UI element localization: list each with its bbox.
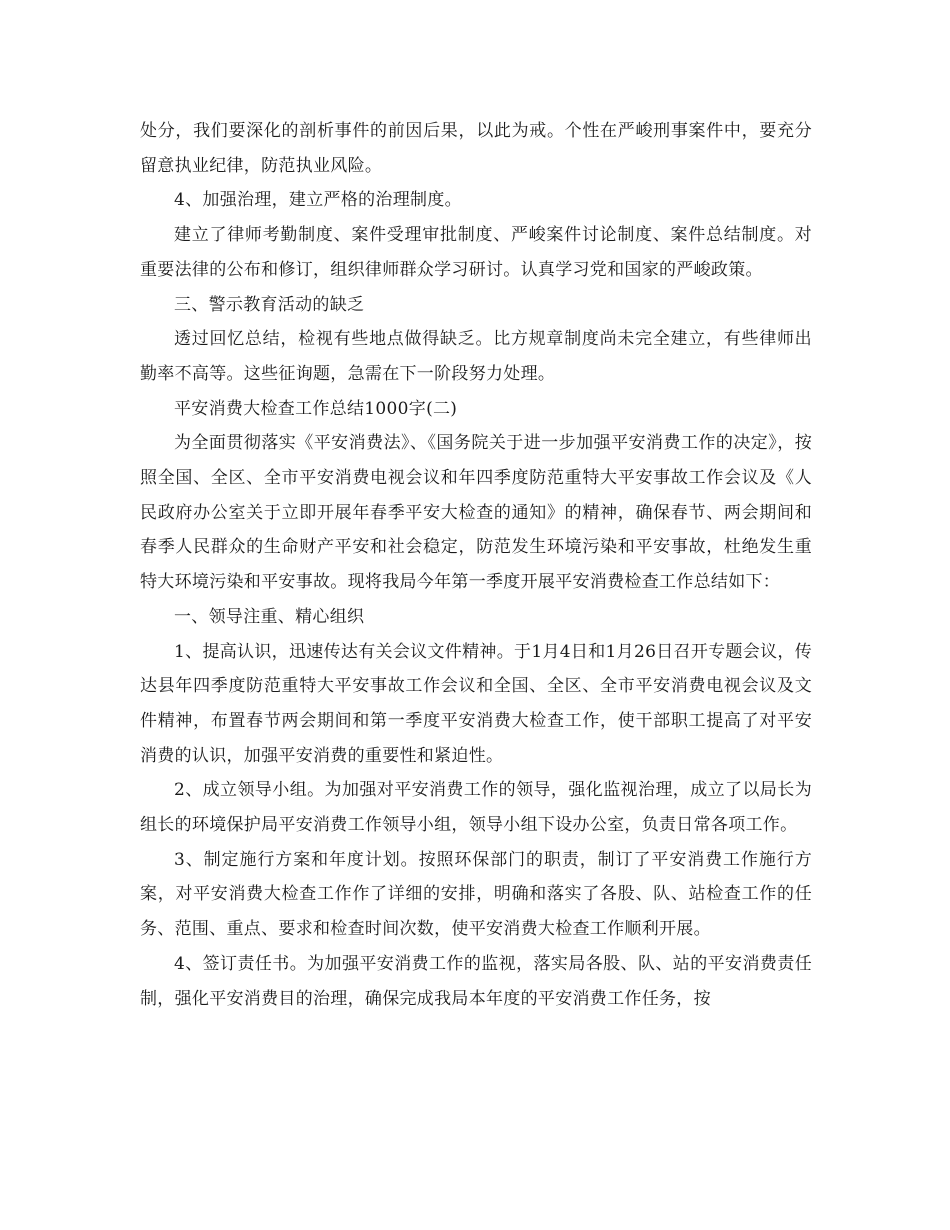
paragraph-item-2: 2、成立领导小组。为加强对平安消费工作的领导，强化监视治理，成立了以局长为组长的环境保护局平安消费工作领导小组，领导小组下设办公室，负责日常各项工作。: [140, 780, 812, 836]
paragraph-item-4: 4、签订责任书。为加强平安消费工作的监视，落实局各股、队、站的平安消费责任制，强化平安消费目的治理，确保完成我局本年度的平安消费工作任务，按: [140, 953, 812, 1009]
paragraph-item-3: 3、制定施行方案和年度计划。按照环保部门的职责，制订了平安消费工作施行方案，对平安消费大检查工作作了详细的安排，明确和落实了各股、队、站检查工作的任务、范围、重点、要求和检查时间次数，使平安消费大检查工作顺利开展。: [140, 849, 812, 940]
document-subtitle: 平安消费大检查工作总结1000字(二): [174, 398, 458, 419]
paragraph-intro: 为全面贯彻落实《平安消费法》、《国务院关于进一步加强平安消费工作的决定》，按照全国、全区、全市平安消费电视会议和年四季度防范重特大平安事故工作会议及《人民政府办公室关于立即开展年春季平安大检查的通知》的精神，确保春节、两会期间和春季人民群众的生命财产平安和社会稳定，防范发生环境污染和平安事故，杜绝发生重特大环境污染和平安事故。现将我局今年第一季度开展平安消费检查工作总结如下：: [140, 433, 812, 593]
paragraph-management-system: 建立了律师考勤制度、案件受理审批制度、严峻案件讨论制度、案件总结制度。对重要法律的公布和修订，组织律师群众学习研讨。认真学习党和国家的严峻政策。: [140, 225, 812, 280]
section-heading-1: 一、领导注重、精心组织: [174, 606, 365, 627]
document-page: [140, 114, 812, 1016]
paragraph-item-4-heading: 4、加强治理，建立严格的治理制度。: [174, 190, 462, 211]
section-heading-3: 三、警示教育活动的缺乏: [174, 294, 365, 315]
paragraph-review: 透过回忆总结，检视有些地点做得缺乏。比方规章制度尚未完全建立，有些律师出勤率不高等。这些征询题，急需在下一阶段努力处理。: [140, 329, 812, 384]
paragraph-continued: 处分，我们要深化的剖析事件的前因后果，以此为戒。个性在严峻刑事案件中，要充分留意执业纪律，防范执业风险。: [140, 121, 812, 176]
paragraph-item-1: 1、提高认识，迅速传达有关会议文件精神。于1月4日和1月26日召开专题会议，传达县年四季度防范重特大平安事故工作会议和全国、全区、全市平安消费电视会议及文件精神，布置春节两会期间和第一季度平安消费大检查工作，使干部职工提高了对平安消费的认识，加强平安消费的重要性和紧迫性。: [140, 641, 812, 766]
